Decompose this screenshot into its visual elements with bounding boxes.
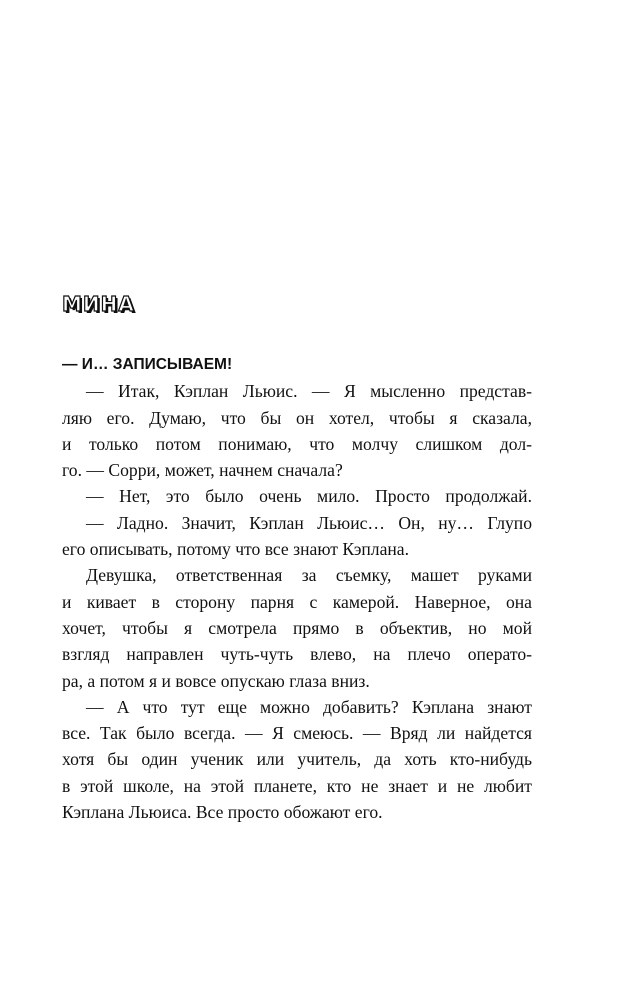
text-line: все. Так было всегда. — Я смеюсь. — Вряд ли найдется [62, 723, 532, 744]
text-line: и только потом понимаю, что молчу слишком дол- [62, 433, 532, 454]
text-line: Кэплана Льюиса. Все просто обожают его. [62, 802, 383, 823]
text-line: ляю его. Думаю, что бы он хотел, чтобы я сказала, [62, 407, 532, 428]
text-line: и кивает в сторону парня с камерой. Наверное, она [62, 591, 532, 612]
body-text [62, 352, 532, 825]
text-line: хочет, чтобы я смотрела прямо в объектив, но мой [62, 617, 532, 638]
chapter-title: МИНА [62, 292, 135, 316]
text-line: — И… ЗАПИСЫВАЕМ! [62, 356, 233, 373]
text-line: — А что тут еще можно добавить? Кэплана знают [86, 696, 532, 717]
text-line: ра, а потом я и вовсе опускаю глаза вниз. [62, 670, 370, 691]
text-line: — Ладно. Значит, Кэплан Льюис… Он, ну… Глупо [86, 512, 532, 533]
text-line: хотя бы один ученик или учитель, да хоть кто-нибудь [62, 749, 532, 770]
text-line: — Итак, Кэплан Льюис. — Я мысленно представ- [86, 381, 532, 402]
text-line: его описывать, потому что все знают Кэплана. [62, 539, 409, 560]
text-line: взгляд направлен чуть-чуть влево, на плечо операто- [62, 644, 532, 665]
text-line: го. — Сорри, может, начнем сначала? [62, 460, 343, 481]
text-line: в этой школе, на этой планете, кто не знает и не любит [62, 775, 532, 796]
text-line: Девушка, ответственная за съемку, машет руками [86, 565, 532, 586]
text-line: — Нет, это было очень мило. Просто продолжай. [86, 486, 532, 507]
